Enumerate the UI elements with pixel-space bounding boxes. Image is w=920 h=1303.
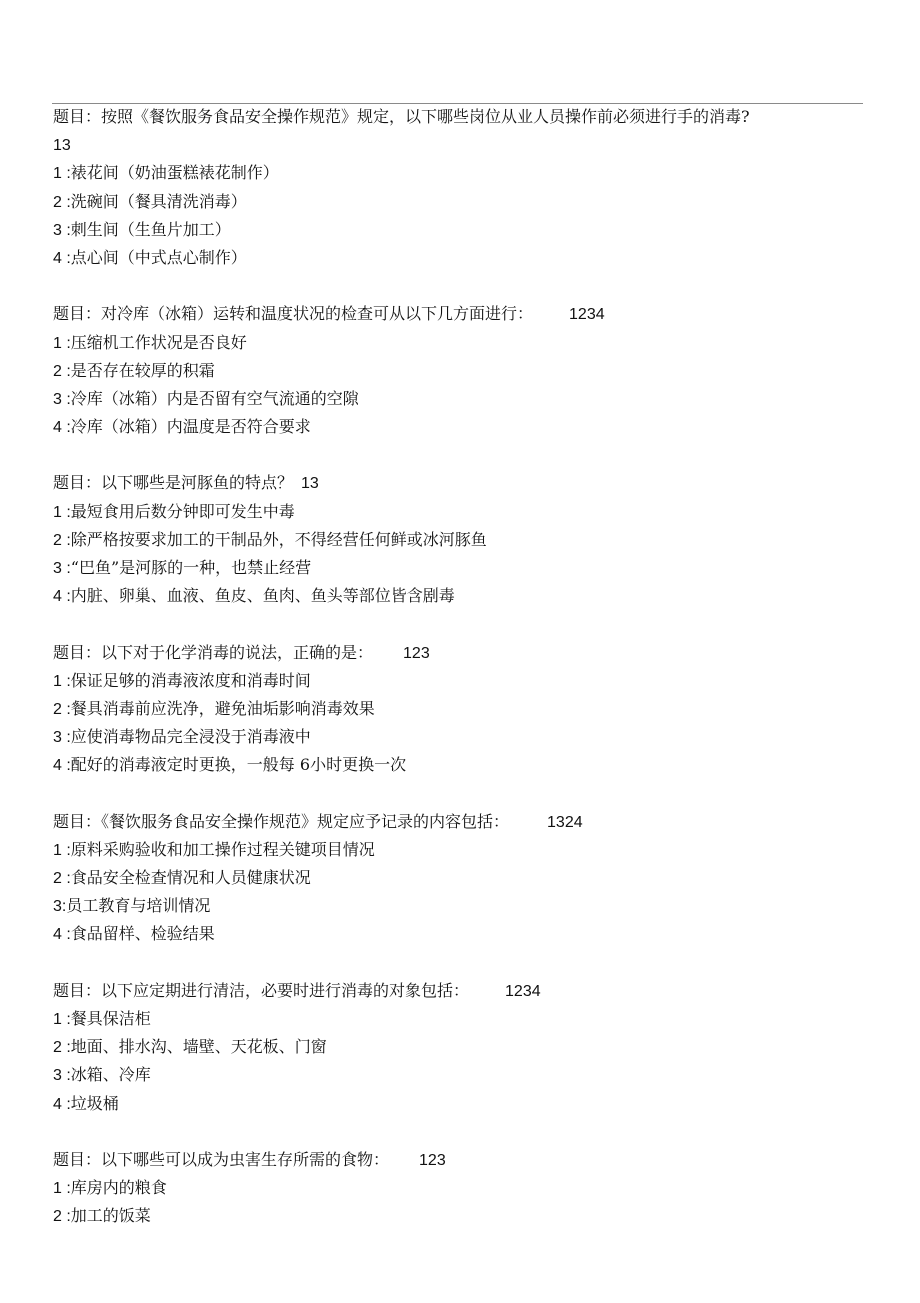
option-text: 压缩机工作状况是否良好 <box>70 332 247 352</box>
option-number: 1 : <box>53 1011 71 1028</box>
question-spacer <box>53 272 863 300</box>
option-text: 保证足够的消毒液浓度和消毒时间 <box>70 670 311 690</box>
question-answer: 1324 <box>547 813 583 831</box>
question-prompt: 题目：以下对于化学消毒的说法，正确的是： <box>53 642 374 662</box>
question-answer: 1234 <box>505 982 541 1000</box>
option-number: 3 : <box>53 1067 71 1085</box>
question-prompt-line <box>53 977 863 1005</box>
question-spacer <box>53 1118 863 1146</box>
option-text: 除严格按要求加工的干制品外，不得经营任何鲜或冰河豚鱼 <box>70 529 487 549</box>
option-item <box>53 920 863 948</box>
option-text: 垃圾桶 <box>70 1093 119 1113</box>
option-text: 洗碗间（餐具清洗消毒） <box>70 191 247 211</box>
option-text: 裱花间（奶油蛋糕裱花制作） <box>70 163 279 183</box>
option-number: 1 : <box>53 503 71 521</box>
option-number: 1 : <box>53 841 71 859</box>
option-number: 1 : <box>53 672 71 690</box>
question-document <box>53 103 863 1231</box>
question-answer: 123 <box>403 644 430 662</box>
option-number: 2 : <box>53 193 71 211</box>
option-number: 4 : <box>53 1095 71 1113</box>
option-item <box>53 667 863 695</box>
option-number: 4 : <box>53 419 71 437</box>
question-block <box>53 949 863 1118</box>
option-item <box>53 526 863 554</box>
question-answer: 13 <box>301 475 319 493</box>
question-answer: 123 <box>419 1151 446 1169</box>
question-spacer <box>53 780 863 808</box>
option-text: 冷库（冰箱）内温度是否符合要求 <box>70 417 311 437</box>
option-text: 餐具保洁柜 <box>70 1009 151 1028</box>
option-number: 2 : <box>53 1039 71 1057</box>
option-item <box>53 836 863 864</box>
option-text: 冰箱、冷库 <box>70 1065 151 1085</box>
option-text: 刺生间（生鱼片加工） <box>70 219 231 239</box>
option-text: 食品安全检查情况和人员健康状况 <box>70 868 311 888</box>
option-item <box>53 216 863 244</box>
option-item <box>53 554 863 582</box>
option-text: 应使消毒物品完全浸没于消毒液中 <box>70 727 311 747</box>
option-number: 1 : <box>53 165 71 183</box>
option-item <box>53 385 863 413</box>
option-item <box>53 695 863 723</box>
question-prompt: 题目：按照《餐饮服务食品安全操作规范》规定，以下哪些岗位从业人员操作前必须进行手的消毒? <box>53 107 750 126</box>
question-answer: 1234 <box>569 306 605 324</box>
option-item <box>53 188 863 216</box>
option-number: 3: <box>53 898 67 916</box>
question-prompt: 题目：以下哪些可以成为虫害生存所需的食物： <box>53 1149 390 1169</box>
option-number: 4 : <box>53 588 71 606</box>
question-answer: 13 <box>53 137 71 155</box>
option-number: 2 : <box>53 362 71 380</box>
question-prompt: 题目：《餐饮服务食品安全操作规范》规定应予记录的内容包括： <box>53 811 510 831</box>
option-text: 员工教育与培训情况 <box>66 896 211 916</box>
option-item <box>53 1061 863 1089</box>
question-block <box>53 103 863 272</box>
option-text: “巴鱼”是河豚的一种，也禁止经营 <box>70 558 312 577</box>
question-block <box>53 610 863 779</box>
option-number: 3 : <box>53 221 71 239</box>
option-text: 是否存在较厚的积霜 <box>70 360 215 380</box>
option-number: 1 : <box>53 334 71 352</box>
question-block <box>53 1118 863 1231</box>
option-item <box>53 751 863 779</box>
option-number: 4 : <box>53 757 71 775</box>
option-text: 最短食用后数分钟即可发生中毒 <box>70 501 295 521</box>
option-item <box>53 1202 863 1230</box>
option-item <box>53 1005 863 1033</box>
option-number: 3 : <box>53 560 71 577</box>
question-prompt-line <box>53 300 863 328</box>
option-number: 3 : <box>53 390 71 408</box>
question-spacer <box>53 441 863 469</box>
option-item <box>53 498 863 526</box>
question-block <box>53 272 863 441</box>
option-number: 4 : <box>53 926 71 944</box>
question-prompt-line <box>53 639 863 667</box>
question-prompt: 题目：以下哪些是河豚鱼的特点？ <box>53 473 294 493</box>
question-spacer <box>53 610 863 638</box>
option-item <box>53 582 863 610</box>
option-item <box>53 1174 863 1202</box>
option-number: 2 : <box>53 700 71 718</box>
question-prompt: 题目：以下应定期进行清洁，必要时进行消毒的对象包括： <box>53 980 470 1000</box>
option-number: 2 : <box>53 1208 71 1226</box>
option-item <box>53 357 863 385</box>
option-number: 2 : <box>53 870 71 888</box>
option-number: 1 : <box>53 1180 71 1198</box>
option-text: 地面、排水沟、墙壁、天花板、门窗 <box>70 1037 327 1057</box>
option-item <box>53 329 863 357</box>
option-item <box>53 244 863 272</box>
option-text: 配好的消毒液定时更换，一般每 6小时更换一次 <box>70 755 407 775</box>
option-text: 冷库（冰箱）内是否留有空气流通的空隙 <box>70 388 359 408</box>
option-number: 3 : <box>53 729 71 747</box>
question-prompt-line <box>53 103 863 131</box>
question-block <box>53 441 863 610</box>
question-answer-line <box>53 131 863 159</box>
option-item <box>53 1033 863 1061</box>
option-item <box>53 413 863 441</box>
question-prompt-line <box>53 808 863 836</box>
option-number: 2 : <box>53 531 71 549</box>
question-prompt-line <box>53 469 863 497</box>
question-prompt-line <box>53 1146 863 1174</box>
question-spacer <box>53 949 863 977</box>
option-text: 原料采购验收和加工操作过程关键项目情况 <box>70 839 375 859</box>
option-text: 加工的饭菜 <box>70 1206 151 1226</box>
option-text: 餐具消毒前应洗净，避免油垢影响消毒效果 <box>70 698 375 718</box>
question-block <box>53 780 863 949</box>
option-item <box>53 159 863 187</box>
option-item <box>53 723 863 751</box>
option-text: 库房内的粮食 <box>70 1178 167 1198</box>
option-text: 食品留样、检验结果 <box>70 924 215 944</box>
option-text: 点心间（中式点心制作） <box>70 247 247 267</box>
question-prompt: 题目：对冷库（冰箱）运转和温度状况的检查可从以下几方面进行： <box>53 304 534 324</box>
option-text: 内脏、卵巢、血液、鱼皮、鱼肉、鱼头等部位皆含剧毒 <box>70 586 455 606</box>
option-number: 4 : <box>53 249 71 267</box>
option-item <box>53 1090 863 1118</box>
option-item <box>53 892 863 920</box>
option-item <box>53 864 863 892</box>
